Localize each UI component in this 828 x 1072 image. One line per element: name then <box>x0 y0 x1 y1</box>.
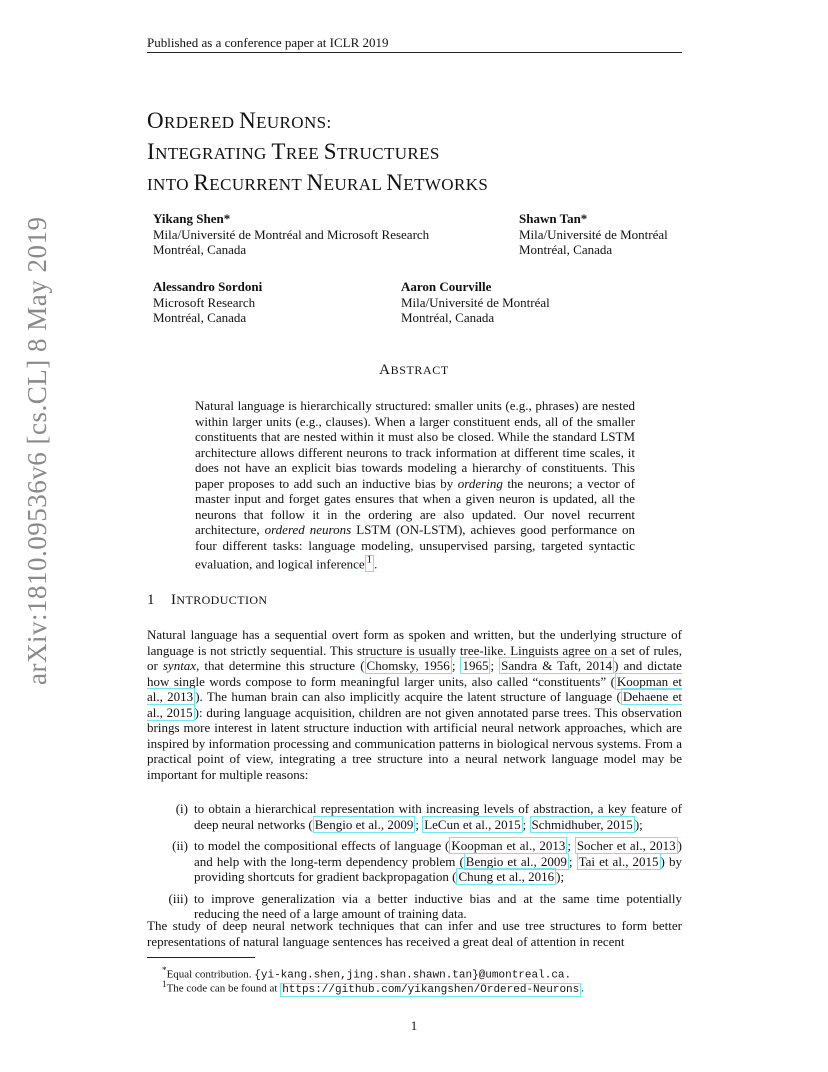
author-location: Montréal, Canada <box>401 310 495 325</box>
list-marker: (iii) <box>168 890 188 906</box>
intro-paragraph-2: The study of deep neural network techniques that can infer and use tree structures to form better representations of natural language sentences has received a great deal of attention in recent <box>147 918 682 949</box>
citation-link[interactable]: Tai et al., 2015 <box>578 853 659 869</box>
author-block-courville <box>401 279 550 326</box>
list-item-text: to model the compositional effects of language ( Koopman et al., 2013 ; Socher et al., 2013 ) and help with the long-term dependency problem ( Bengio et al., 2009 ; Tai et al., 2015 ) by providing shortcuts for gradient backpropagation ( Chung et al., 2016 ); <box>194 838 682 884</box>
code-url-link[interactable]: https://github.com/yikangshen/Ordered-Neurons <box>282 983 580 996</box>
citation-link[interactable]: LeCun et al., 2015 <box>424 816 521 832</box>
running-header: Published as a conference paper at ICLR 2019 <box>147 35 389 50</box>
citation-link[interactable]: Chung et al., 2016 <box>458 869 555 884</box>
intro-paragraph-1: Natural language has a sequential overt form as spoken and written, but the underlying structure of language is not strictly sequential. This structure is usually tree-like. Linguists agree on a set of rules, or syntax, that determine this structure ( Chomsky, 1956 ; 1965 ; Sandra & Taft, 2014 ) and dictate how single words compose to form meaningful larger units, also called “constituents” ( Koopman et al., 2013 ). The human brain can also implicitly acquire the latent structure of language ( Dehaene et al., 2015 ): during language acquisition, children are not given annotated parse trees. This observation brings more interest in latent structure induction with artificial neural network approaches, which are inspired by information processing and communication patterns in biological nervous systems. From a practical point of view, integrating a tree structure into a neural network language model may be important for multiple reasons: <box>147 627 683 782</box>
reasons-list <box>165 801 682 922</box>
arxiv-stamp <box>22 216 56 690</box>
citation-link[interactable]: Socher et al., 2013 <box>576 838 676 853</box>
arxiv-identifier: arXiv:1810.09536v6 [cs.CL] 8 May 2019 <box>22 216 52 685</box>
list-marker: (ii) <box>172 838 188 853</box>
section-heading-introduction: 1 INTRODUCTION <box>147 592 268 608</box>
author-name: Shawn Tan* <box>519 211 588 226</box>
abstract-heading: ABSTRACT <box>379 362 449 378</box>
author-location: Montréal, Canada <box>519 242 613 257</box>
author-name: Yikang Shen* <box>153 211 231 226</box>
citation-link[interactable]: Schmidhuber, 2015 <box>531 816 633 832</box>
author-affiliation: Mila/Université de Montréal <box>401 294 550 310</box>
list-item <box>165 838 682 885</box>
footnote-code: $^1$The code can be found at https://github.com/yikangshen/Ordered-Neurons . <box>162 979 585 996</box>
list-item <box>165 801 682 832</box>
author-location: Montréal, Canada <box>153 310 247 325</box>
footnote-rule <box>147 957 255 958</box>
author-emails: {yi-kang.shen,jing.shan.shawn.tan}@umontreal.ca. <box>254 969 572 982</box>
author-affiliation: Mila/Université de Montréal and Microsoft Research <box>153 226 430 242</box>
list-item-text: to obtain a hierarchical representation with increasing levels of abstraction, a key feature of deep neural networks ( Bengio et al., 2009 ; LeCun et al., 2015 ; Schmidhuber, 2015 ); <box>194 801 682 832</box>
author-block-shen <box>153 211 429 258</box>
citation-link[interactable]: Sandra & Taft, 2014 <box>501 658 613 673</box>
list-marker: (i) <box>175 801 188 816</box>
title-line-1: ORDERED NEURONS: <box>147 108 332 133</box>
header-rule <box>147 52 682 53</box>
citation-link[interactable]: Bengio et al., 2009 <box>465 853 567 869</box>
author-block-sordoni <box>153 279 262 326</box>
footnote-equal-contribution: *Equal contribution. {yi-kang.shen,jing.shan.shawn.tan}@umontreal.ca. <box>162 965 572 982</box>
citation-link[interactable]: Koopman et al., 2013 <box>451 838 566 853</box>
author-block-tan <box>519 211 668 258</box>
citation-link[interactable]: Bengio et al., 2009 <box>314 816 414 832</box>
list-item-text: to improve generalization via a better inductive bias and at the same time potentially reducing the need of a large amount of training data. <box>194 890 682 921</box>
author-affiliation: Mila/Université de Montréal <box>519 226 668 242</box>
title-line-3: INTO RECURRENT NEURAL NETWORKS <box>147 170 489 195</box>
title-line-2: INTEGRATING TREE STRUCTURES <box>147 139 440 164</box>
citation-link[interactable]: Chomsky, 1956 <box>366 658 450 673</box>
author-name: Alessandro Sordoni <box>153 279 263 294</box>
citation-link[interactable]: Koopman et al., 2013 <box>147 673 683 704</box>
author-affiliation: Microsoft Research <box>153 294 256 310</box>
author-name: Aaron Courville <box>401 279 492 294</box>
abstract-text: Natural language is hierarchically structured: smaller units (e.g., phrases) are nested within larger units (e.g., clauses). When a larger constituent ends, all of the smaller constituents that are nested within it must also be closed. While the standard LSTM architecture allows different neurons to track information at different time scales, it does not have an explicit bias towards modeling a hierarchy of constituents. This paper proposes to add such an inductive bias by ordering the neurons; a vector of master input and forget gates ensures that when a given neuron is updated, all the neurons that follow it in the ordering are also updated. Our novel recurrent architecture, ordered neurons LSTM (ON-LSTM), achieves good performance on four different tasks: language modeling, unsupervised parsing, targeted syntactic evaluation, and logical inference $^1$ . <box>195 398 636 572</box>
citation-link[interactable]: 1965 <box>462 658 489 673</box>
paper-title <box>147 106 488 199</box>
author-location: Montréal, Canada <box>153 242 247 257</box>
citation-link[interactable]: Dehaene et al., 2015 <box>147 689 682 720</box>
page-number: 1 <box>410 1018 418 1033</box>
list-item <box>165 891 682 922</box>
footnote-link[interactable]: 1 <box>365 555 374 572</box>
